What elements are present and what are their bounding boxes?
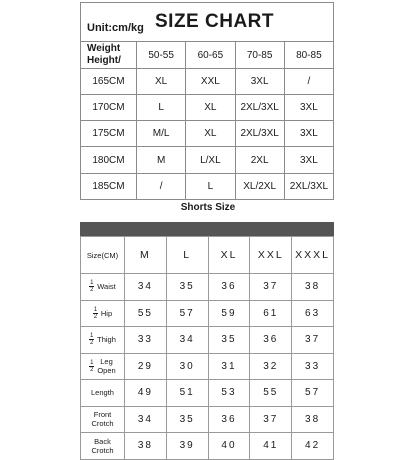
measurement-value: 40 [208, 433, 250, 460]
size-cell: / [284, 68, 333, 94]
measurement-label: $\frac{1}{2}$ Hip [81, 300, 125, 327]
measurement-label: $\frac{1}{2}$ Thigh [81, 327, 125, 354]
shorts-header-bar [80, 222, 334, 236]
measurement-value: 36 [250, 327, 292, 354]
size-col-header: L [166, 237, 208, 274]
measurement-value: 49 [125, 380, 167, 407]
measurement-value: 57 [292, 380, 334, 407]
height-cell: 170CM [81, 94, 137, 120]
chart-title: SIZE CHART [155, 11, 274, 32]
weight-col-header: 80-85 [284, 42, 333, 68]
table-row [81, 406, 334, 433]
size-cm-label: Size(CM) [81, 237, 125, 274]
size-cell: L [186, 173, 235, 199]
weight-col-header: 70-85 [235, 42, 284, 68]
table-row [81, 274, 334, 301]
height-cell: 165CM [81, 68, 137, 94]
table-row [81, 94, 334, 120]
measurement-value: 34 [166, 327, 208, 354]
measurement-value: 36 [208, 406, 250, 433]
half-fraction: $\frac{1}{2}$ [93, 306, 98, 320]
table-row [81, 147, 334, 173]
measurement-value: 37 [292, 327, 334, 354]
size-chart-header [81, 3, 334, 42]
measurement-value: 31 [208, 353, 250, 380]
table-row [81, 173, 334, 199]
measurement-value: 30 [166, 353, 208, 380]
size-cell: 3XL [235, 68, 284, 94]
size-cell: L/XL [186, 147, 235, 173]
measurement-value: 39 [166, 433, 208, 460]
measurement-value: 55 [250, 380, 292, 407]
size-col-header: XXXL [292, 237, 334, 274]
measurement-value: 37 [250, 274, 292, 301]
measurement-value: 38 [292, 274, 334, 301]
measurement-value: 37 [250, 406, 292, 433]
size-cell: M/L [137, 121, 186, 147]
measurement-value: 32 [250, 353, 292, 380]
measurement-value: 35 [208, 327, 250, 354]
measurement-value: 36 [208, 274, 250, 301]
half-fraction: $\frac{1}{2}$ [89, 333, 94, 347]
unit-label: Unit:cm/kg [87, 22, 144, 34]
table-row [81, 327, 334, 354]
table-row [81, 433, 334, 460]
measurement-value: 57 [166, 300, 208, 327]
measurement-value: 33 [125, 327, 167, 354]
measurement-value: 59 [208, 300, 250, 327]
size-cell: XL [186, 121, 235, 147]
size-cell: XL [137, 68, 186, 94]
measurement-value: 29 [125, 353, 167, 380]
weight-col-header: 50-55 [137, 42, 186, 68]
measurement-label: $\frac{1}{2}$ Waist [81, 274, 125, 301]
measurement-label: $\frac{1}{2}$ Leg Open [81, 353, 125, 380]
measurement-value: 41 [250, 433, 292, 460]
measurement-value: 63 [292, 300, 334, 327]
measurement-value: 42 [292, 433, 334, 460]
table-row [81, 121, 334, 147]
weight-label: Weight [87, 43, 121, 55]
size-cell: 2XL [235, 147, 284, 173]
shorts-size-header-row [81, 237, 334, 274]
size-chart-table [80, 2, 334, 200]
measurement-value: 34 [125, 406, 167, 433]
height-label: Height/ [87, 55, 121, 67]
height-cell: 185CM [81, 173, 137, 199]
weight-height-corner [81, 42, 137, 68]
measurement-label: Front Crotch [81, 406, 125, 433]
size-cell: 2XL/3XL [284, 173, 333, 199]
measurement-value: 51 [166, 380, 208, 407]
size-cell: XXL [186, 68, 235, 94]
size-col-header: M [125, 237, 167, 274]
size-cell: M [137, 147, 186, 173]
size-col-header: XL [208, 237, 250, 274]
half-fraction: $\frac{1}{2}$ [90, 280, 94, 294]
size-cell: 3XL [284, 94, 333, 120]
table-row [81, 300, 334, 327]
size-col-header: XXL [250, 237, 292, 274]
measurement-value: 35 [166, 274, 208, 301]
weight-col-header: 60-65 [186, 42, 235, 68]
size-cell: 2XL/3XL [235, 121, 284, 147]
measurement-value: 53 [208, 380, 250, 407]
size-cell: XL/2XL [235, 173, 284, 199]
measurement-value: 38 [125, 433, 167, 460]
size-cell: 3XL [284, 147, 333, 173]
size-cell: 3XL [284, 121, 333, 147]
measurement-label: Back Crotch [81, 433, 125, 460]
size-cell: L [137, 94, 186, 120]
measurement-value: 55 [125, 300, 167, 327]
shorts-size-table [80, 236, 334, 460]
measurement-label: Length [81, 380, 125, 407]
size-cell: 2XL/3XL [235, 94, 284, 120]
measurement-value: 34 [125, 274, 167, 301]
height-cell: 180CM [81, 147, 137, 173]
size-cell: XL [186, 94, 235, 120]
measurement-value: 38 [292, 406, 334, 433]
shorts-size-title: Shorts Size [180, 202, 236, 213]
half-fraction: $\frac{1}{2}$ [90, 359, 94, 373]
measurement-value: 61 [250, 300, 292, 327]
table-row [81, 68, 334, 94]
height-cell: 175CM [81, 121, 137, 147]
measurement-value: 33 [292, 353, 334, 380]
table-row [81, 353, 334, 380]
size-cell: / [137, 173, 186, 199]
measurement-value: 35 [166, 406, 208, 433]
table-row [81, 380, 334, 407]
